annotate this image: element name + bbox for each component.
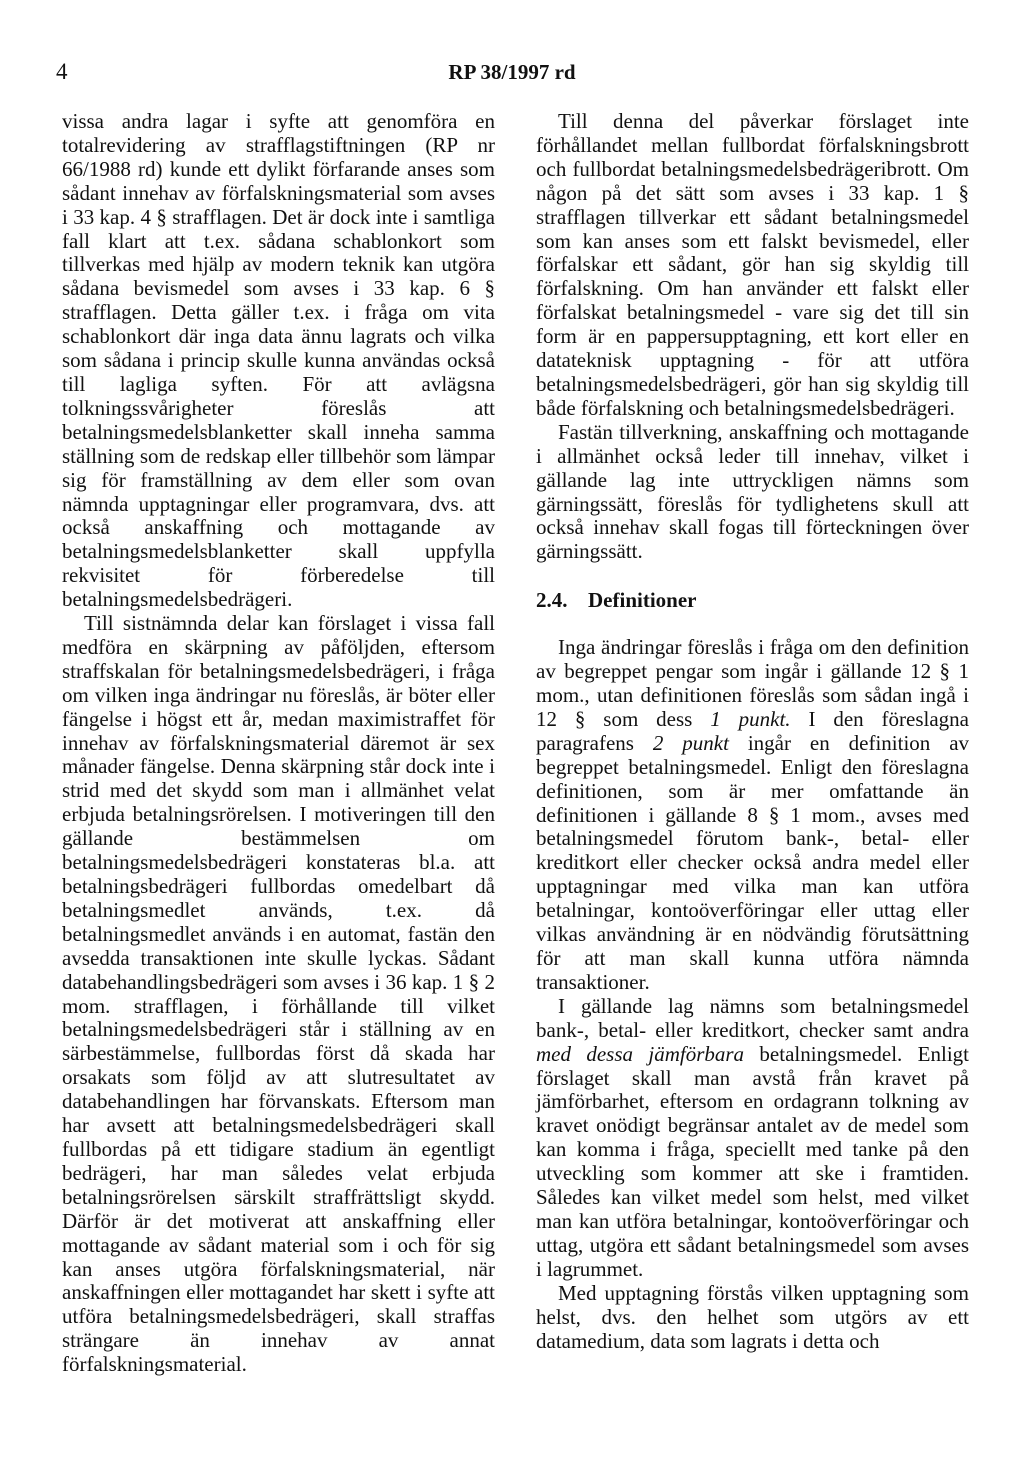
right-paragraph-2: Fastän tillverkning, anskaffning och mottagande i allmänhet också leder till innehav, vilket i gällande lag inte uttryckligen nämns som gärningssätt, föreslås för tydlighetens skull att också innehav skall fogas till förteckningen över gärningssätt. (536, 419, 969, 564)
right-paragraph-3-emphasis-b: 2 punkt (652, 730, 729, 755)
right-paragraph-5: Med upptagning förstås vilken upptagning som helst, dvs. den helhet som utgörs av ett datamedium, data som lagrats i detta och (536, 1280, 969, 1353)
right-paragraph-4 (536, 995, 969, 1282)
right-paragraph-3-text-b: I den föreslagna paragrafens (536, 706, 969, 755)
right-paragraph-4-text-a: I gällande lag nämns som betalningsmedel bank-, betal- eller kreditkort, checker samt andra (536, 993, 969, 1042)
right-paragraph-3-text-c: ingår en definition av begreppet betalningsmedel. Enligt den föreslagna definitionen, som är mer omfattande än definitionen i gällande 8 § 1 mom., avses med betalningsmedel förutom bank-, betal- eller kreditkort eller checker också andra medel eller upptagningar med vilka man kan utföra betalningar, kontoöverföringar eller uttag eller vilkas användning är en nödvändig förutsättning för att man skall kunna utföra nämnda transaktioner. (536, 730, 970, 994)
left-paragraph-1: vissa andra lagar i syfte att genomföra en totalrevidering av strafflagstiftningen (RP nr 66/1988 rd) kunde ett dylikt förfarande anses som sådant innehav av förfalskningsmaterial som avses i 33 kap. 4 § strafflagen. Det är dock inte i samtliga fall klart att t.ex. sådana schablonkort som tillverkas med hjälp av modern teknik kan utgöra sådana bevismedel som avses i 33 kap. 6 § strafflagen. Detta gäller t.ex. i fråga om vita schablonkort där inga data ännu lagrats och vilka som sådana i princip skulle kunna användas också till lagliga syften. För att avlägsna tolkningssvårigheter föreslås att betalningsmedelsblanketter skall inneha samma ställning som de redskap eller tillbehör som lämpar sig för framställning av dem eller som ovan nämnda upptagningar eller programvara, dvs. att också anskaffning och mottagande av betalningsmedelsblanketter skall uppfylla rekvisitet för förberedelse till betalningsmedelsbedrägeri. (62, 109, 495, 612)
right-paragraph-3-emphasis-a: 1 punkt. (710, 706, 791, 731)
page-number: 4 (56, 59, 68, 84)
left-paragraph-2: Till sistnämnda delar kan förslaget i vissa fall medföra en skärpning av påföljden, eftersom straffskalan för betalningsmedelsbedrägeri, i fråga om vilken inga ändringar nu föreslås, är böter eller fängelse i högst ett år, medan maximistraffet för innehav av förfalskningsmaterial däremot är sex månader fängelse. Denna skärpning står dock inte i strid med det skydd som man i allmänhet velat erbjuda betalningsrörelsen. I motiveringen till den gällande bestämmelsen om betalningsmedelsbedrägeri konstateras bl.a. att betalningsbedrägeri fullbordas omedelbart då betalningsmedlet används, t.ex. då betalningsmedlet används i en automat, fastän den avsedda transaktionen inte skulle lyckas. Sådant databehandlingsbedrägeri som avses i 36 kap. 1 § 2 mom. strafflagen, i förhållande till vilket betalningsmedelsbedrägeri står i ställning av en särbestämmelse, fullbordas först då skada har orsakats som följd av att slutresultatet av databehandlingen har förvanskats. Eftersom man har avsett att betalningsmedelsbedrägeri skall fullbordas på ett tidigare stadium än egentligt bedrägeri, har man således velat erbjuda betalningsrörelsen särskilt straffrättsligt skydd. Därför är det motiverat att anskaffning eller mottagande av sådant material som i och för sig kan anses utgöra förfalskningsmaterial, när anskaffningen eller mottagandet har skett i syfte att utföra betalningsmedelsbedrägeri, skall straffas strängare än innehav av annat förfalskningsmaterial. (62, 611, 495, 1377)
section-heading (536, 588, 969, 612)
right-paragraph-3 (536, 636, 969, 995)
right-paragraph-3-text-a: Inga ändringar föreslås i fråga om den definition av begreppet pengar som ingår i gällande 12 § 1 mom., utan definitionen föreslås som sådan ingå i 12 § som dess (536, 635, 969, 731)
right-paragraph-4-emphasis: med dessa jämförbara (536, 1041, 745, 1066)
right-paragraph-4-text-b: betalningsmedel. Enligt förslaget skall man avstå från kravet på jämförbarhet, eftersom en ordagrann tolkning av kravet onödigt begränsar antalet av de medel som kan komma i fråga, speciellt med tanke på den utveckling som kommer att ske i framtiden. Således kan vilket medel som helst, med vilket man kan utföra betalningar, kontoöverföringar och uttag, utgöra ett sådant betalningsmedel som avses i lagrummet. (536, 1041, 969, 1281)
right-paragraph-1: Till denna del påverkar förslaget inte förhållandet mellan fullbordat förfalskningsbrott och fullbordat betalningsmedelsbedrägeribrott. Om någon på det sätt som avses i 33 kap. 1 § strafflagen tillverkar ett sådant betalningsmedel som kan anses som ett falskt bevismedel, eller förfalskar ett sådant, gör han sig skyldig till förfalskning. Om han använder ett falskt eller förfalskat betalningsmedel - vare sig det till sin form är en pappersupptagning, ett kort eller en datateknisk upptagning - för att utföra betalningsmedelsbedrägeri, gör han sig skyldig till både förfalskning och betalningsmedelsbedrägeri. (536, 109, 969, 420)
right-column (536, 110, 969, 1353)
document-title: RP 38/1997 rd (448, 60, 576, 84)
left-column (62, 110, 495, 1377)
section-heading-text: Definitioner (588, 588, 697, 613)
section-heading-number: 2.4. (536, 588, 568, 613)
